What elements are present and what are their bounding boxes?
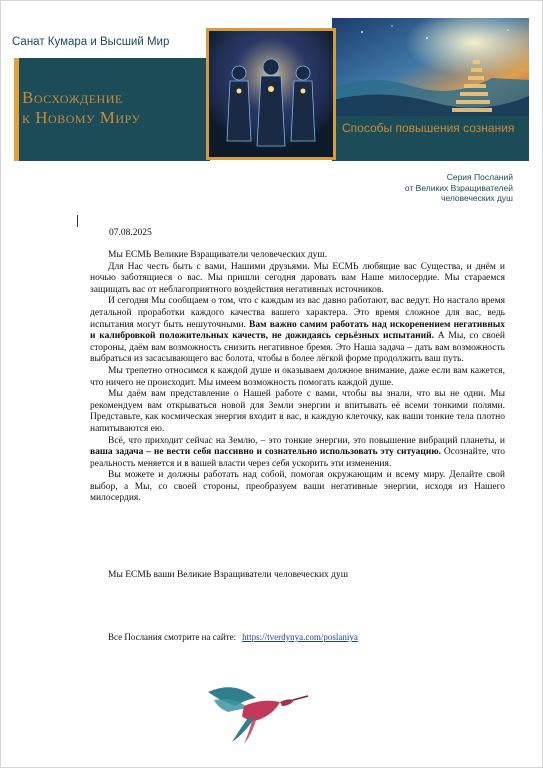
cosmic-staircase-image <box>332 18 529 116</box>
paragraph-3-start: И сегодня Мы сообщаем о том, что с каждым из вас давно работают, вас ведут. Но настало время детальной проработки каждого качества вашего характера. Это время сложное для вас, ведь испытания могут быть нешуточными. <box>90 296 505 330</box>
paragraph-6-start: Всё, что приходит сейчас на Землю, – это тонкие энергии, это повышение вибраций планеты, и <box>108 435 505 446</box>
glowing-figures-image <box>206 28 336 160</box>
subtitle: Способы повышения сознания <box>342 121 515 135</box>
main-title-line1: Восхождение <box>22 88 123 107</box>
paragraph-greeting: Мы ЕСМЬ Великие Взращиватели человеческих душ. <box>108 250 328 260</box>
title-panel-accent <box>14 58 19 161</box>
letter-signature: Мы ЕСМЬ ваши Великие Взращиватели человеческих душ <box>108 570 349 580</box>
series-line3: человеческих душ <box>440 193 513 203</box>
paragraph-3-emphasis: Вам важно самим работать над искоренением негативных и калибровкой положительных качеств, не дожидаясь серьёзных испытаний. <box>90 319 505 342</box>
paragraph-7: Вы можете и должны работать над собой, помогая окружающим и всему миру. Делайте свой выбор, а Мы, со своей стороны, преобразуем ваши негативные энергии, исходя из Нашего милосердия. <box>90 470 505 504</box>
paragraph-4: Мы трепетно относимся к каждой душе и оказываем должное внимание, даже если вам кажется, что ничего не происходит. Мы имеем возможность помогать каждой душе. <box>90 365 505 388</box>
main-title <box>22 88 140 128</box>
hummingbird-icon <box>204 676 310 746</box>
series-line2: от Великих Взращивателей <box>404 182 513 193</box>
site-reference <box>108 632 358 642</box>
text-cursor <box>77 215 78 227</box>
paragraph-5: Мы даём вам представление о Нашей работе с вами, чтобы вы знали, что вы не одни. Мы рекомендуем вам открываться новой для Земли энергии и впитывать её всеми тонкими полями. Представьте, как космическая энергия входит в вас, в каждую клеточку, как ваши тонкие тела плотно напитываются ею. <box>90 389 505 434</box>
series-line1: Серия Посланий <box>446 172 513 182</box>
brand-title: Санат Кумара и Высший Мир <box>12 36 170 48</box>
paragraph-3 <box>90 296 505 366</box>
paragraph-6 <box>90 436 505 471</box>
series-caption <box>405 172 513 204</box>
main-title-line2: к Новому Миру <box>22 108 141 127</box>
paragraph-6-emphasis: ваша задача – не вести себя пассивно и сознательно использовать эту ситуацию. <box>90 447 441 458</box>
letter-body <box>90 250 505 505</box>
paragraph-3-end: А Мы, со своей стороны, даём вам возможность снизить негативное бремя. Это Наша задача – дать вам возможность выбраться из засасывающего вас болота, чтобы в более лёгкой форме продолжить ваш путь. <box>90 331 505 365</box>
paragraph-6-end: Осознайте, что реальность меняется и в вашей власти через себя ускорить эти изменения. <box>90 447 505 469</box>
site-label: Все Послания смотрите на сайте: <box>108 632 237 642</box>
letter-date: 07.08.2025 <box>109 228 152 238</box>
site-link[interactable]: https://tverdynya.com/poslaniya <box>242 632 358 642</box>
paragraph-2: Для Нас честь быть с вами, Нашими друзьями. Мы ЕСМЬ любящие вас Существа, и днём и ночью заботящиеся о вас. Мы пришли сегодня даровать вам Наше милосердие. Мы стараемся защищать вас от неблагоприятного воздействия негативных источников. <box>90 261 505 295</box>
